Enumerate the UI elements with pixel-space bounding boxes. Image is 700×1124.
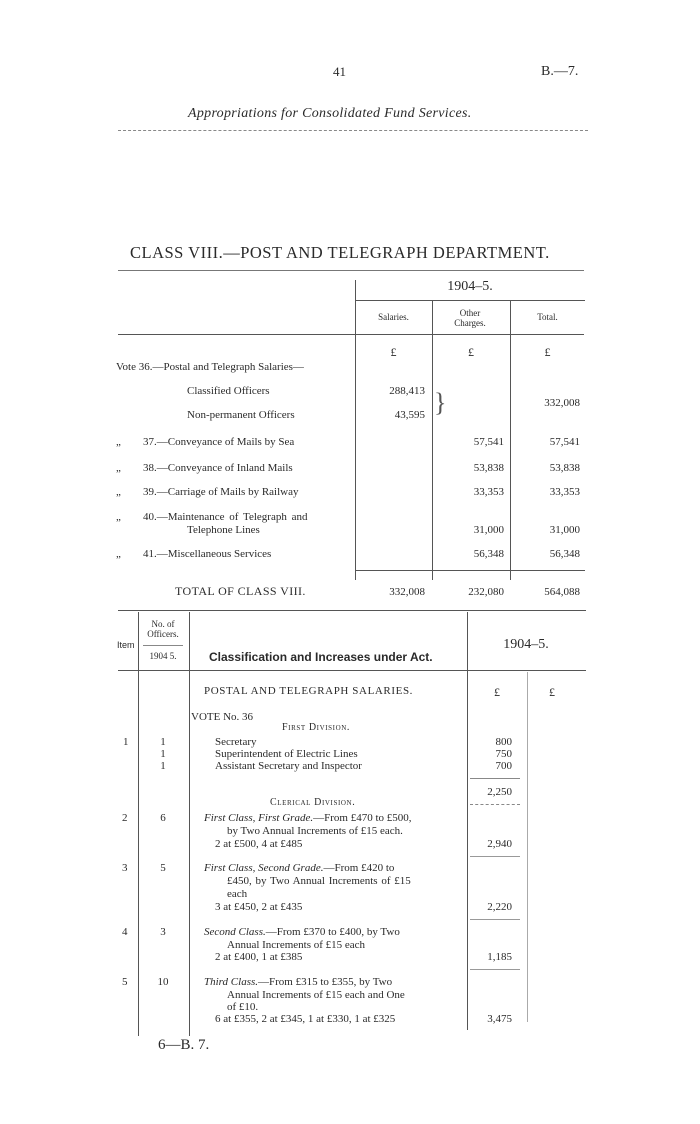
vote36-total: 332,008 <box>544 397 580 409</box>
grand-total-total: 564,088 <box>544 586 580 598</box>
ditto-mark: „ <box>116 486 121 498</box>
salary-breakdown: 2 at £400, 1 at £385 <box>215 951 303 963</box>
first-division-heading: First Division. <box>282 722 351 733</box>
summary-year: 1904–5. <box>447 279 493 294</box>
detail-year: 1904–5. <box>503 637 549 652</box>
amount: 800 <box>495 736 512 748</box>
salary-breakdown: 2 at £500, 4 at £485 <box>215 838 303 850</box>
officers-col-header: No. of Officers. <box>147 619 179 639</box>
ditto-mark: „ <box>116 462 121 474</box>
classification-heading: Classification and Increases under Act. <box>209 650 433 664</box>
title-rule <box>118 270 584 271</box>
vote39-total: 33,353 <box>549 486 580 498</box>
grade-range: —From £370 to £400, by Two <box>265 926 400 938</box>
summary-col-line <box>355 280 356 580</box>
increment-description: by Two Annual Increments of £15 each. <box>227 825 403 837</box>
vote36-label: Vote 36.—Postal and Telegraph Salaries— <box>116 361 304 373</box>
total-rule <box>355 570 585 571</box>
amount: 750 <box>495 748 512 760</box>
vote39-other: 33,353 <box>473 486 504 498</box>
increment-description: Annual Increments of £15 each and One <box>227 989 405 1001</box>
subtotal-amount: 2,250 <box>487 786 512 798</box>
page-signature: 6—B. 7. <box>158 1037 210 1053</box>
grade-title: First Class, First Grade. <box>204 812 314 824</box>
ditto-mark: „ <box>116 436 121 448</box>
currency-other: £ <box>468 345 474 359</box>
brace-icon: } <box>434 388 447 417</box>
officers-header-rule <box>143 645 183 646</box>
section-title: POSTAL AND TELEGRAPH SALARIES. <box>204 685 414 697</box>
item-rule <box>470 919 520 920</box>
year-rule <box>355 300 585 301</box>
detail-top-rule <box>118 610 586 611</box>
item-number: 4 <box>122 926 128 938</box>
position-assistant-secretary: Assistant Secretary and Inspector <box>215 760 362 772</box>
nonpermanent-officers-label: Non-permanent Officers <box>187 409 295 421</box>
page-number: 41 <box>333 64 346 79</box>
vote-number: VOTE No. 36 <box>191 711 254 723</box>
vote40-other: 31,000 <box>473 524 504 536</box>
officers-count: 3 <box>160 926 166 938</box>
salary-breakdown: 3 at £450, 2 at £435 <box>215 901 303 913</box>
vote40-total: 31,000 <box>549 524 580 536</box>
officers-count: 1 <box>160 760 166 772</box>
header-rule <box>118 130 588 131</box>
class-title: CLASS VIII.—POST AND TELEGRAPH DEPARTMENT. <box>130 243 550 262</box>
grade-title: First Class, Second Grade. <box>204 862 324 874</box>
currency-amount: £ <box>494 685 500 699</box>
item-number: 3 <box>122 862 128 874</box>
classified-officers-label: Classified Officers <box>187 385 270 397</box>
vote39-label: 39.—Carriage of Mails by Railway <box>143 486 299 498</box>
amount: 2,940 <box>487 838 512 850</box>
vote41-other: 56,348 <box>473 548 504 560</box>
grade-range: —From £470 to £500, <box>313 812 412 824</box>
classified-officers-salaries: 288,413 <box>389 385 425 397</box>
grade-title: Third Class. <box>204 976 259 988</box>
col-salaries-header: Salaries. <box>378 312 409 322</box>
grand-total-label: TOTAL OF CLASS VIII. <box>175 584 306 598</box>
item-rule <box>470 969 520 970</box>
officers-count: 1 <box>160 748 166 760</box>
vote38-total: 53,838 <box>549 462 580 474</box>
vote41-total: 56,348 <box>549 548 580 560</box>
currency-salaries: £ <box>390 345 397 359</box>
increment-description: £450, by Two Annual Increments of £15 <box>227 875 411 887</box>
salary-breakdown: 6 at £355, 2 at £345, 1 at £330, 1 at £325 <box>215 1013 396 1025</box>
col-other-charges-header: Other Charges. <box>454 308 486 328</box>
item-number: 1 <box>123 736 129 748</box>
officers-count: 5 <box>160 862 166 874</box>
vote38-label: 38.—Conveyance of Inland Mails <box>143 462 293 474</box>
amount: 2,220 <box>487 901 512 913</box>
clerical-division-heading: Clerical Division. <box>270 797 356 808</box>
currency-amount-2: £ <box>549 685 555 699</box>
grade-range: —From £420 to <box>323 862 395 874</box>
increment-description: Annual Increments of £15 each <box>227 939 366 951</box>
officers-count: 6 <box>160 812 166 824</box>
vote40-label: 40.—Maintenance of Telegraph and <box>143 511 308 523</box>
item-number: 5 <box>122 976 128 988</box>
ditto-mark: „ <box>116 511 121 523</box>
nonpermanent-officers-salaries: 43,595 <box>394 409 425 421</box>
vote41-label: 41.—Miscellaneous Services <box>143 548 272 560</box>
officers-count: 10 <box>157 976 169 988</box>
grade-title: Second Class. <box>204 926 266 938</box>
col-total-header: Total. <box>537 312 558 322</box>
position-superintendent: Superintendent of Electric Lines <box>215 748 358 760</box>
amount2-col-line <box>527 672 528 1022</box>
increment-description-continued: each <box>227 888 248 900</box>
amount: 1,185 <box>487 951 512 963</box>
item-number: 2 <box>122 812 128 824</box>
item-col-header: Item <box>117 640 135 650</box>
vote37-total: 57,541 <box>549 436 580 448</box>
grade-range: —From £315 to £355, by Two <box>258 976 393 988</box>
item-col-line <box>138 612 139 1036</box>
currency-total: £ <box>544 345 551 359</box>
vote37-label: 37.—Conveyance of Mails by Sea <box>143 436 295 448</box>
summary-header-rule <box>118 334 584 335</box>
officers-col-year: 1904 5. <box>149 651 177 661</box>
vote40-label-continued: Telephone Lines <box>187 524 260 536</box>
grand-total-other: 232,080 <box>468 586 504 598</box>
officers-count: 1 <box>160 736 166 748</box>
grand-total-salaries: 332,008 <box>389 586 425 598</box>
amount-col-line <box>467 612 468 1030</box>
document-reference: B.—7. <box>541 64 579 79</box>
position-secretary: Secretary <box>215 736 257 748</box>
item-rule <box>470 856 520 857</box>
ditto-mark: „ <box>116 548 121 560</box>
amount: 700 <box>495 760 512 772</box>
vote38-other: 53,838 <box>473 462 504 474</box>
subtotal-rule <box>470 804 520 805</box>
amount: 3,475 <box>487 1013 512 1025</box>
increment-description-continued: of £10. <box>227 1001 259 1013</box>
officers-col-line <box>189 612 190 1036</box>
page-subtitle: Appropriations for Consolidated Fund Services. <box>188 106 472 121</box>
vote37-other: 57,541 <box>473 436 504 448</box>
subtotal-rule <box>470 778 520 779</box>
